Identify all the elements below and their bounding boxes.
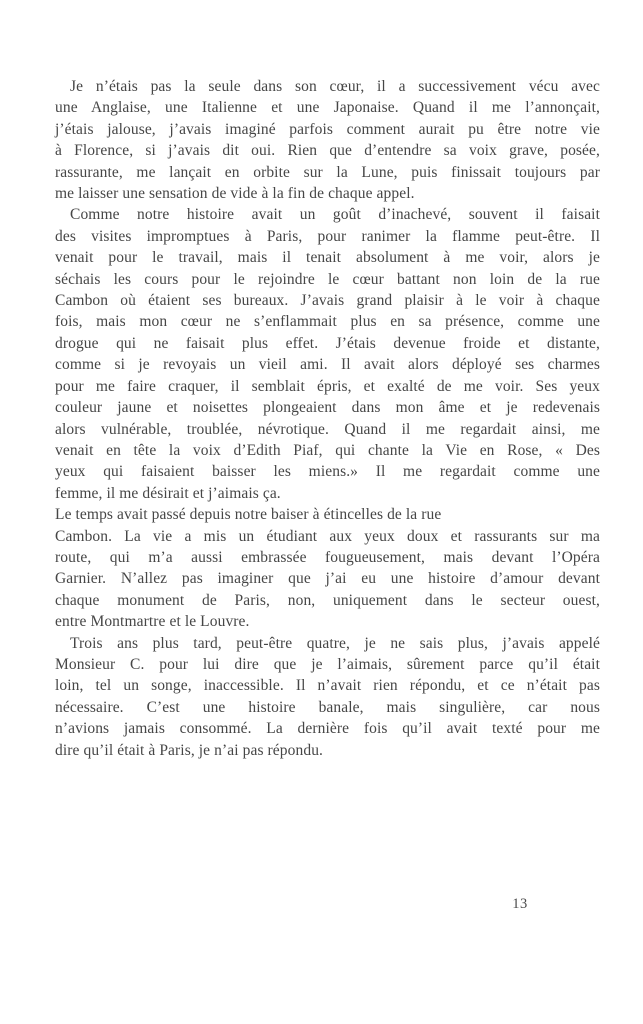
paragraph <box>55 504 600 632</box>
text-line: drogue qui ne faisait plus effet. J’étais devenue froide et distante, <box>55 334 600 352</box>
text-line: rassurante, me lançait en orbite sur la Lune, puis finissait toujours par <box>55 163 600 181</box>
text-line: chaque monument de Paris, non, uniquement dans le secteur ouest, <box>55 591 600 609</box>
text-line: Cambon. La vie a mis un étudiant aux yeux doux et rassurants sur ma <box>55 527 600 545</box>
paragraph <box>55 76 600 204</box>
text-line: couleur jaune et noisettes plongeaient dans mon âme et je redevenais <box>55 399 600 417</box>
page-text <box>55 76 600 761</box>
text-line: séchais les cours pour le rejoindre le cœur battant non loin de la rue <box>55 270 600 288</box>
text-line: entre Montmartre et le Louvre. <box>55 613 250 631</box>
paragraph <box>55 633 600 761</box>
text-line: à Florence, si j’avais dit oui. Rien que d’entendre sa voix grave, posée, <box>55 142 600 160</box>
text-line: Comme notre histoire avait un goût d’inachevé, souvent il faisait <box>70 206 600 224</box>
text-line: loin, tel un songe, inaccessible. Il n’avait rien répondu, et ce n’était pas <box>55 677 600 695</box>
text-line: comme si je revoyais un vieil ami. Il avait alors déployé ses charmes <box>55 356 600 374</box>
text-line: femme, il me désirait et j’aimais ça. <box>55 484 281 502</box>
text-line: Monsieur C. pour lui dire que je l’aimais, sûrement parce qu’il était <box>55 655 600 673</box>
text-line: des visites impromptues à Paris, pour ranimer la flamme peut-être. Il <box>55 227 600 245</box>
text-line: fois, mais mon cœur ne s’enflammait plus en sa présence, comme une <box>55 313 600 331</box>
text-line: Garnier. N’allez pas imaginer que j’ai eu une histoire d’amour devant <box>55 570 600 588</box>
text-line: venait pour le travail, mais il tenait absolument à me voir, alors je <box>55 249 600 267</box>
text-line: n’avions jamais consommé. La dernière fois qu’il avait texté pour me <box>55 720 600 738</box>
text-line: Je n’étais pas la seule dans son cœur, il a successivement vécu avec <box>70 78 600 95</box>
text-line: Le temps avait passé depuis notre baiser à étincelles de la rue <box>55 506 442 524</box>
text-line: alors vulnérable, troublée, névrotique. Quand il me regardait ainsi, me <box>55 420 600 438</box>
text-line: Trois ans plus tard, peut-être quatre, je ne sais plus, j’avais appelé <box>70 634 600 652</box>
text-line: me laisser une sensation de vide à la fin de chaque appel. <box>55 185 415 203</box>
paragraph <box>55 204 600 504</box>
text-line: j’étais jalouse, j’avais imaginé parfois comment aurait pu être notre vie <box>55 120 600 138</box>
text-line: Cambon où étaient ses bureaux. J’avais grand plaisir à le voir à chaque <box>55 292 600 310</box>
text-line: route, qui m’a aussi embrassée fougueusement, mais devant l’Opéra <box>55 548 600 566</box>
page-number: 13 <box>512 896 528 912</box>
text-line: une Anglaise, une Italienne et une Japonaise. Quand il me l’annonçait, <box>55 99 600 117</box>
text-line: dire qu’il était à Paris, je n’ai pas répondu. <box>55 741 324 759</box>
text-line: pour me faire craquer, il semblait épris, et exalté de me voir. Ses yeux <box>55 377 600 395</box>
text-line: nécessaire. C’est une histoire banale, mais singulière, car nous <box>55 698 600 716</box>
text-line: venait en tête la voix d’Edith Piaf, qui chante la Vie en Rose, « Des <box>55 441 600 459</box>
text-line: yeux qui faisaient baisser les miens.» Il me regardait comme une <box>55 463 600 481</box>
